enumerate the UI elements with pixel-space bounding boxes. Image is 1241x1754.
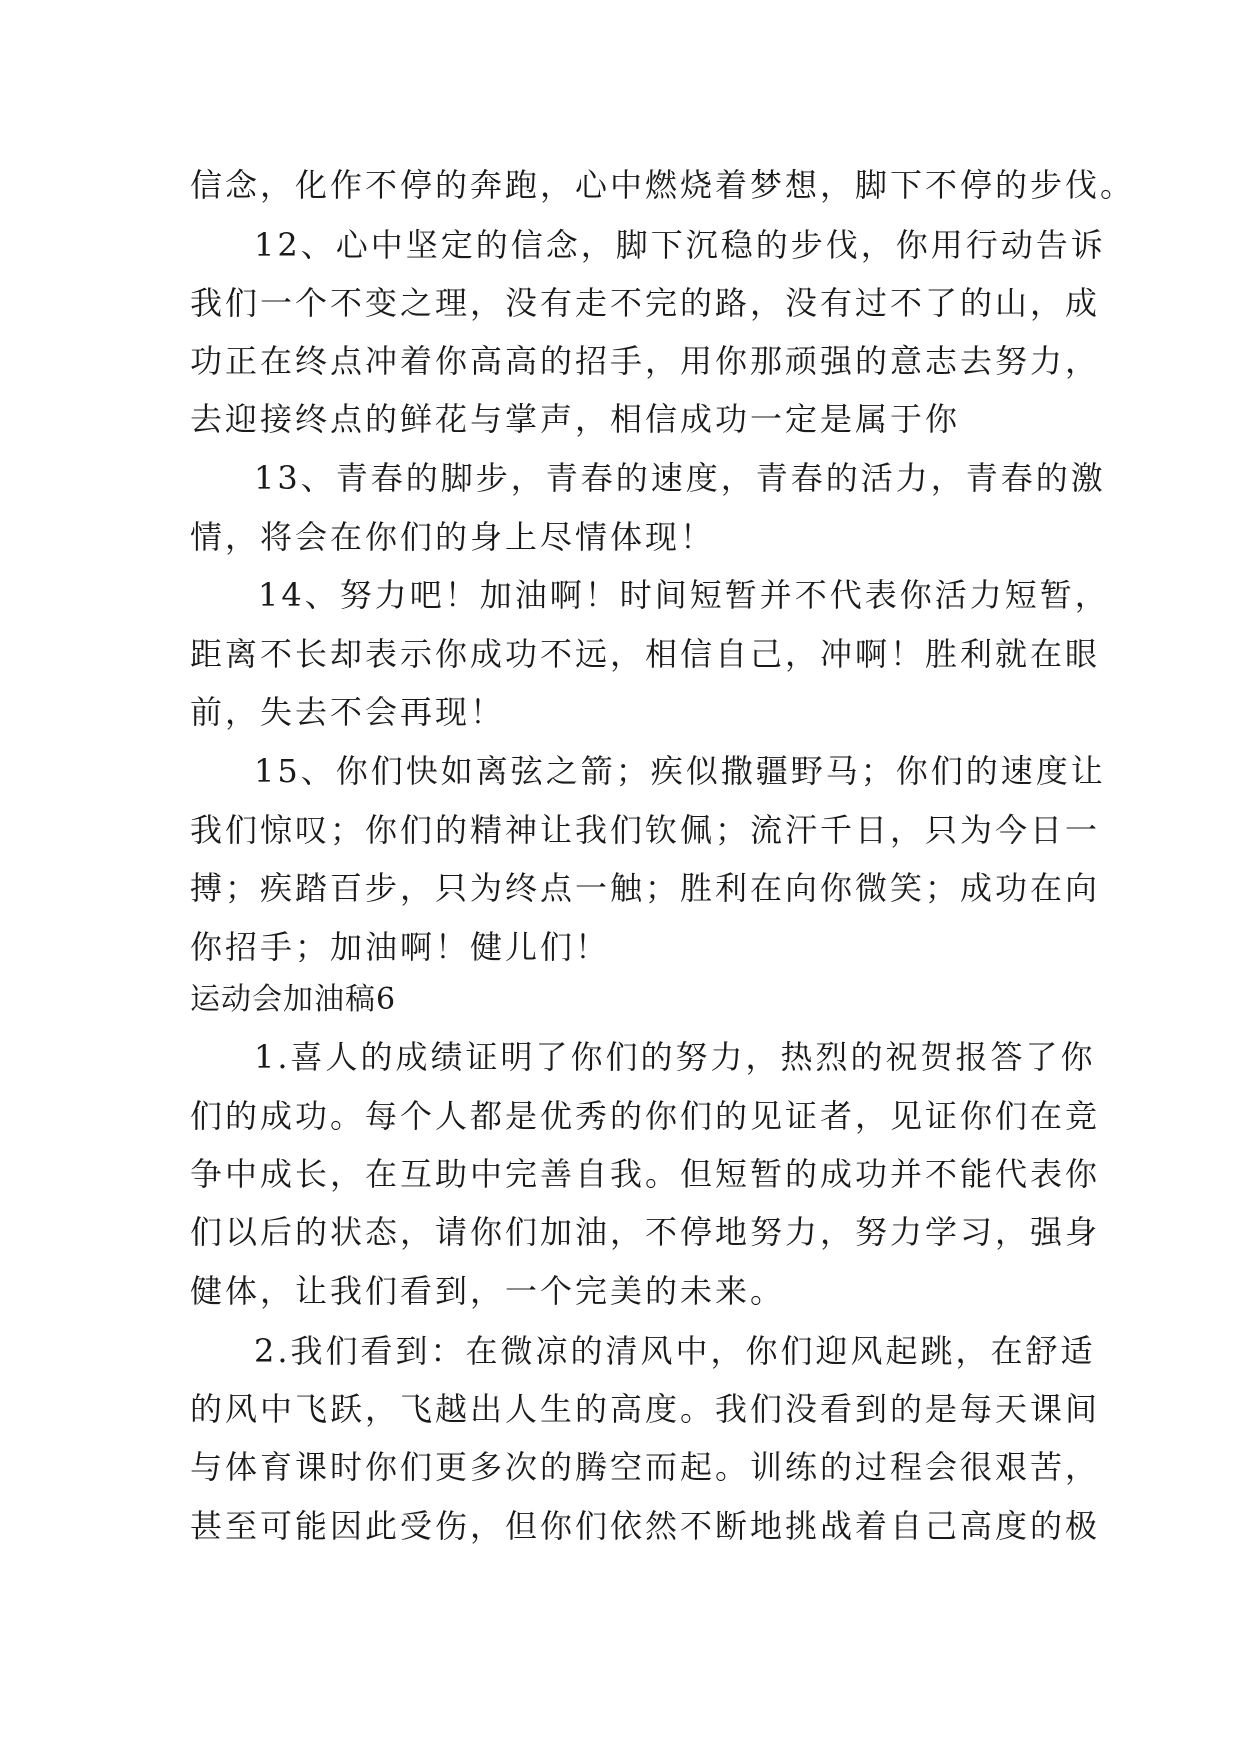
text-line: 你招手；加油啊！健儿们！	[190, 928, 611, 966]
text-line: 我们一个不变之理，没有走不完的路，没有过不了的山，成	[190, 284, 1101, 322]
text-line: 甚至可能因此受伤，但你们依然不断地挑战着自己高度的极	[190, 1507, 1101, 1545]
text-line: 争中成长，在互助中完善自我。但短暂的成功并不能代表你	[190, 1155, 1101, 1193]
paragraph-15-line: 15、你们快如离弦之箭；疾似撒疆野马；你们的速度让	[254, 752, 1106, 790]
text-line: 距离不长却表示你成功不远，相信自己，冲啊！胜利就在眼	[190, 635, 1101, 673]
text-line: 搏；疾踏百步，只为终点一触；胜利在向你微笑；成功在向	[190, 869, 1101, 907]
paragraph-13-line: 13、青春的脚步，青春的速度，青春的活力，青春的激	[254, 459, 1106, 497]
paragraph-12-line: 12、心中坚定的信念，脚下沉稳的步伐，你用行动告诉	[254, 226, 1106, 264]
text-line: 们以后的状态，请你们加油，不停地努力，努力学习，强身	[190, 1213, 1101, 1251]
paragraph-1-line: 1.喜人的成绩证明了你们的努力，热烈的祝贺报答了你	[254, 1038, 1096, 1076]
text-line: 去迎接终点的鲜花与掌声，相信成功一定是属于你	[190, 400, 961, 438]
text-line: 情，将会在你们的身上尽情体现！	[190, 518, 716, 556]
section-heading: 运动会加油稿6	[190, 982, 397, 1017]
text-line: 们的成功。每个人都是优秀的你们的见证者，见证你们在竞	[190, 1097, 1101, 1135]
text-line: 功正在终点冲着你高高的招手，用你那顽强的意志去努力，	[190, 342, 1101, 380]
paragraph-2-line: 2.我们看到：在微凉的清风中，你们迎风起跳，在舒适	[254, 1332, 1096, 1370]
text-line: 健体，让我们看到，一个完美的未来。	[190, 1272, 786, 1310]
text-line: 信念，化作不停的奔跑，心中燃烧着梦想，脚下不停的步伐。	[190, 166, 1136, 204]
paragraph-14-line: 14、努力吧！加油啊！时间短暂并不代表你活力短暂，	[258, 576, 1110, 614]
text-line: 前，失去不会再现！	[190, 693, 506, 731]
text-line: 我们惊叹；你们的精神让我们钦佩；流汗千日，只为今日一	[190, 811, 1101, 849]
text-line: 与体育课时你们更多次的腾空而起。训练的过程会很艰苦，	[190, 1448, 1101, 1486]
text-line: 的风中飞跃，飞越出人生的高度。我们没看到的是每天课间	[190, 1390, 1101, 1428]
